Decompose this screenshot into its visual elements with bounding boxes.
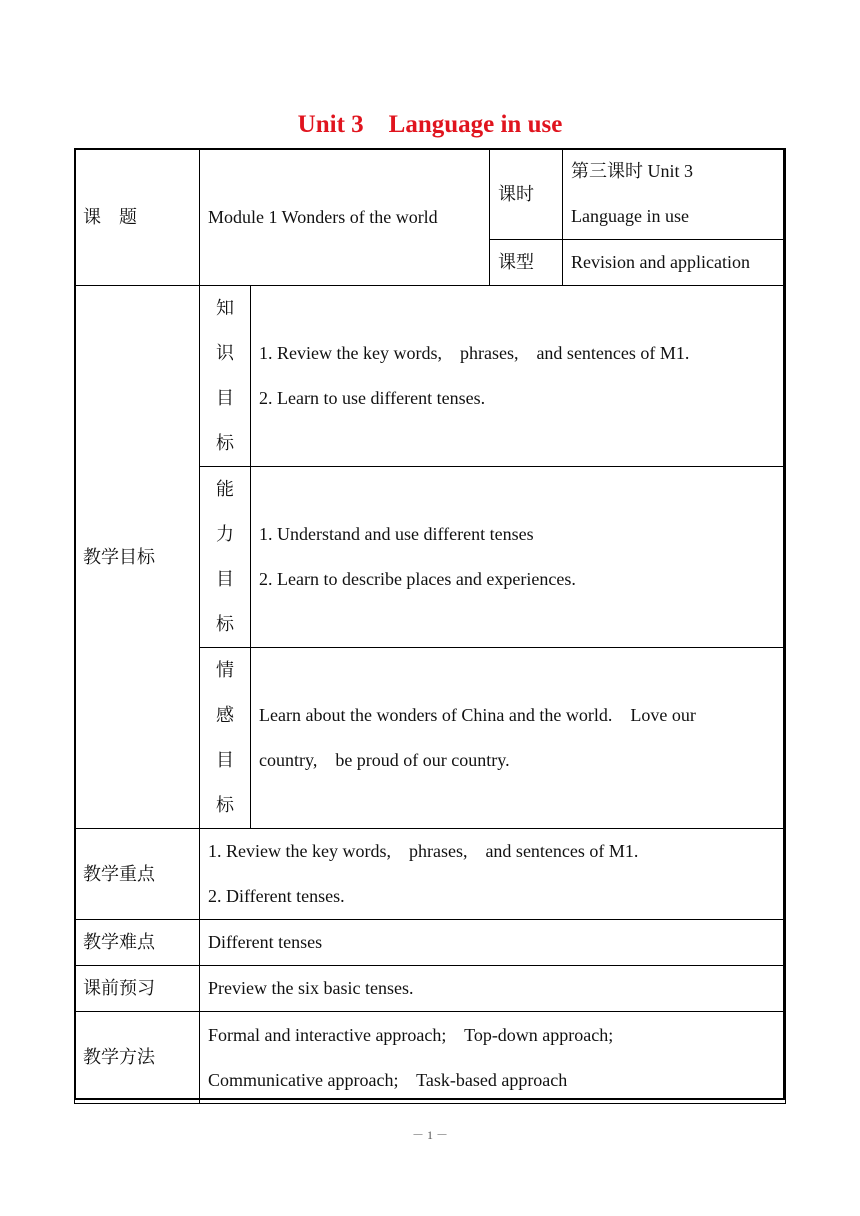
emotion-char: 感 — [216, 705, 234, 725]
topic-label: 课 题 — [75, 149, 200, 286]
period-value-line2: Language in use — [571, 206, 689, 226]
page-title: Unit 3 Language in use — [297, 111, 563, 138]
period-value — [563, 149, 786, 240]
type-label: 课型 — [490, 240, 563, 286]
difficulties-row — [75, 920, 786, 966]
lesson-plan-table — [74, 148, 786, 1104]
key-points-content — [200, 829, 786, 920]
preview-row — [75, 966, 786, 1012]
knowledge-char: 标 — [216, 433, 234, 453]
ability-line: 1. Understand and use different tenses — [259, 524, 534, 544]
knowledge-char: 知 — [216, 298, 234, 318]
emotion-line: country, be proud of our country. — [259, 750, 510, 770]
preview-content: Preview the six basic tenses. — [200, 966, 786, 1012]
methods-line: Communicative approach; Task-based approach — [208, 1069, 568, 1090]
key-points-row — [75, 829, 786, 920]
ability-char: 能 — [216, 479, 234, 499]
objective-knowledge-row — [75, 286, 786, 467]
knowledge-objective-label — [200, 286, 251, 467]
methods-content — [200, 1012, 786, 1104]
objectives-label: 教学目标 — [75, 286, 200, 829]
ability-objective-content — [251, 467, 786, 648]
knowledge-char: 识 — [216, 343, 234, 363]
key-points-line: 1. Review the key words, phrases, and sentences of M1. — [208, 841, 639, 861]
key-points-label: 教学重点 — [75, 829, 200, 920]
emotion-line: Learn about the wonders of China and the world. Love our — [259, 705, 696, 725]
page-number: － 1 － — [411, 1128, 448, 1142]
methods-row — [75, 1012, 786, 1104]
key-points-line: 2. Different tenses. — [208, 886, 345, 906]
ability-objective-label — [200, 467, 251, 648]
methods-line: Formal and interactive approach; Top-down approach; — [208, 1024, 614, 1045]
knowledge-line: 2. Learn to use different tenses. — [259, 388, 486, 408]
methods-label: 教学方法 — [75, 1012, 200, 1104]
knowledge-line: 1. Review the key words, phrases, and sentences of M1. — [259, 343, 690, 363]
emotion-objective-label — [200, 648, 251, 829]
preview-label: 课前预习 — [75, 966, 200, 1012]
topic-module: Module 1 Wonders of the world — [200, 149, 490, 286]
period-label: 课时 — [490, 149, 563, 240]
emotion-objective-content — [251, 648, 786, 829]
topic-row — [75, 149, 786, 240]
difficulties-content: Different tenses — [200, 920, 786, 966]
ability-char: 力 — [216, 524, 234, 544]
emotion-char: 目 — [216, 750, 234, 770]
knowledge-char: 目 — [216, 388, 234, 408]
period-value-line1: 第三课时 Unit 3 — [571, 161, 694, 181]
knowledge-objective-content — [251, 286, 786, 467]
emotion-char: 标 — [216, 795, 234, 815]
ability-char: 目 — [216, 569, 234, 589]
ability-char: 标 — [216, 614, 234, 634]
ability-line: 2. Learn to describe places and experiences. — [259, 569, 576, 589]
difficulties-label: 教学难点 — [75, 920, 200, 966]
emotion-char: 情 — [216, 660, 234, 680]
type-value: Revision and application — [563, 240, 786, 286]
